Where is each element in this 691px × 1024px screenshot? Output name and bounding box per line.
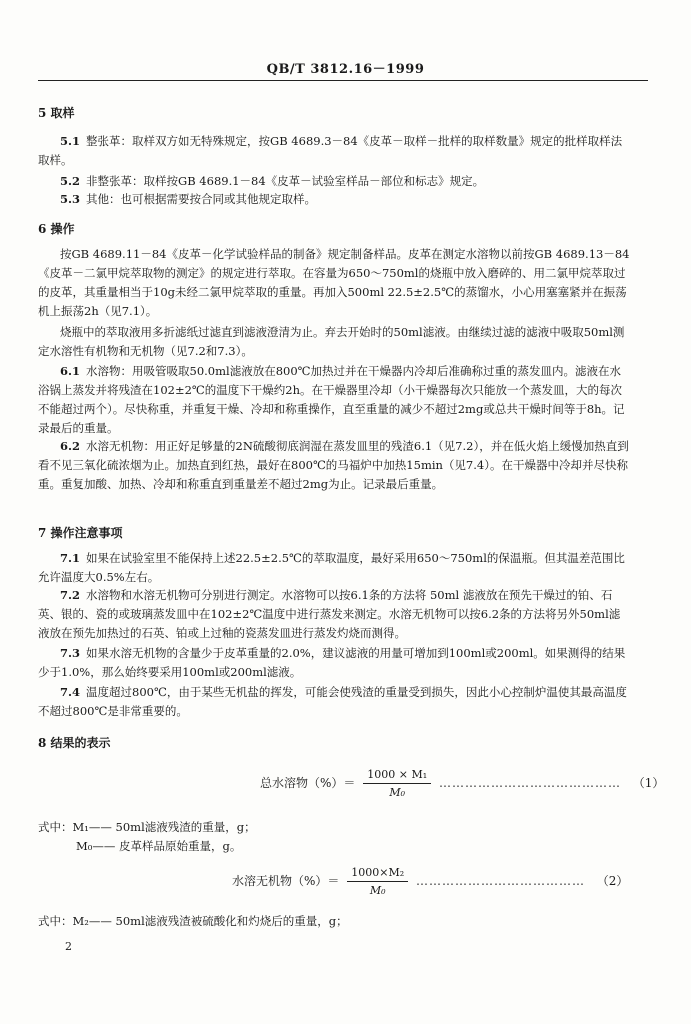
formula-2-number: （2） xyxy=(596,874,629,888)
formula-2-numerator: 1000×M₂ xyxy=(347,866,408,882)
formula-1-numerator: 1000 × M₁ xyxy=(363,768,431,784)
clause-6-1 xyxy=(38,362,630,438)
clause-text: 非整张革：取样按GB 4689.1－84《皮革－试验室样品－部位和标志》规定。 xyxy=(86,174,485,188)
section-8-title: 8 结果的表示 xyxy=(38,736,111,750)
clause-text: 水溶物和水溶无机物可分别进行测定。水溶物可以按6.1条的方法将 50ml 滤液放在预先干燥过的铂、石英、银的、瓷的或玻璃蒸发皿中在102±2℃温度中进行蒸发来测定。水溶无机物可以按6.2条的方法将另外50ml滤液放在预先加热过的石英、铂或上过釉的瓷蒸发皿进行蒸发灼烧而测得。 xyxy=(38,588,621,640)
clause-number: 7.2 xyxy=(60,588,81,602)
standard-number-header: QB/T 3812.16－1999 xyxy=(266,62,425,77)
section-6-paragraph-1: 按GB 4689.11－84《皮革－化学试验样品的制备》规定制备样品。皮革在测定水溶物以前按GB 4689.13－84《皮革－二氯甲烷萃取物的测定》的规定进行萃取。在容量为650～750ml的烧瓶中放入磨碎的、用二氯甲烷萃取过的皮革，其重量相当于10g未经二氯甲烷萃取的重量。再加入500ml 22.5±2.5℃的蒸馏水，小心用塞塞紧并在振荡机上振荡2h（见7.1）。 xyxy=(38,247,630,318)
formula-1-legend-m0: M₀—— 皮革样品原始重量，g。 xyxy=(76,839,242,853)
clause-text: 整张革：取样双方如无特殊规定，按GB 4689.3－84《皮革－取样－批样的取样数量》规定的批样取样法取样。 xyxy=(38,134,623,167)
formula-1-number: （1） xyxy=(632,776,665,790)
formula-1-fraction xyxy=(363,768,431,799)
clause-text: 如果水溶无机物的含量少于皮革重量的2.0%，建议滤液的用量可增加到100ml或200ml。如果测得的结果少于1.0%，那么始终要采用100ml或200ml滤液。 xyxy=(38,646,626,679)
clause-number: 7.4 xyxy=(60,685,81,699)
section-6-title: 6 操作 xyxy=(38,222,75,236)
section-5-title: 5 取样 xyxy=(38,106,75,120)
clause-text: 水溶无机物：用正好足够量的2N硫酸彻底润湿在蒸发皿里的残渣6.1（见7.2），并在低火焰上缓慢加热直到看不见三氧化硫浓烟为止。加热直到红热，最好在800℃的马福炉中加热15min（见7.4）。在干燥器中冷却并尽快称重。重复加酸、加热、冷却和称重直到重量差不超过2mg为止。记录最后重量。 xyxy=(38,439,629,491)
clause-number: 7.3 xyxy=(60,646,81,660)
clause-number: 5.3 xyxy=(60,192,81,206)
clause-7-4 xyxy=(38,683,630,721)
header-rule xyxy=(38,80,648,81)
formula-1-label: 总水溶物（%）＝ xyxy=(260,776,356,790)
formula-1-denominator: M₀ xyxy=(389,786,406,799)
formula-1 xyxy=(260,768,664,799)
clause-text: 水溶物：用吸管吸取50.0ml滤液放在800℃加热过并在干燥器内冷却后准确称过重的蒸发皿内。滤液在水浴锅上蒸发并将残渣在102±2℃的温度下干燥约2h。在干燥器里冷却（小干燥器每次只能放一个蒸发皿，大的每次不能超过两个）。尽快称重，并重复干燥、冷却和称重操作，直至重量的减少不超过2mg或总共干燥时间等于8h。记录最后的重量。 xyxy=(38,364,625,435)
clause-text: 其他：也可根据需要按合同或其他规定取样。 xyxy=(86,192,317,206)
page-number: 2 xyxy=(65,940,72,953)
clause-5-1 xyxy=(38,132,630,170)
clause-number: 5.2 xyxy=(60,174,81,188)
section-7-title: 7 操作注意事项 xyxy=(38,526,123,540)
formula-2-leader: ………………………………… xyxy=(415,874,585,888)
formula-2-denominator: M₀ xyxy=(369,884,386,897)
clause-6-2 xyxy=(38,437,630,494)
section-6-paragraph-2: 烧瓶中的萃取液用多折滤纸过滤直到滤液澄清为止。弃去开始时的50ml滤液。由继续过滤的滤液中吸取50ml测定水溶性有机物和无机物（见7.2和7.3）。 xyxy=(38,325,625,358)
formula-2-legend-m2: 式中：M₂—— 50ml滤液残渣被硫酸化和灼烧后的重量，g； xyxy=(38,914,348,928)
clause-5-3 xyxy=(38,190,630,209)
clause-number: 7.1 xyxy=(60,551,81,565)
clause-5-2 xyxy=(38,172,630,191)
formula-2-label: 水溶无机物（%）＝ xyxy=(232,874,340,888)
clause-number: 6.1 xyxy=(60,364,81,378)
clause-number: 6.2 xyxy=(60,439,81,453)
formula-1-leader: …………………………………… xyxy=(438,776,621,790)
clause-7-2 xyxy=(38,586,630,643)
formula-2 xyxy=(232,866,628,897)
clause-7-1 xyxy=(38,549,630,587)
clause-7-3 xyxy=(38,644,630,682)
clause-text: 温度超过800℃，由于某些无机盐的挥发，可能会使残渣的重量受到损失，因此小心控制炉温使其最高温度不超过800℃是非常重要的。 xyxy=(38,685,627,718)
formula-2-fraction xyxy=(347,866,408,897)
formula-1-legend-m1: 式中：M₁—— 50ml滤液残渣的重量，g； xyxy=(38,820,256,834)
clause-number: 5.1 xyxy=(60,134,81,148)
clause-text: 如果在试验室里不能保持上述22.5±2.5℃的萃取温度，最好采用650～750ml的保温瓶。但其温差范围比允许温度大0.5%左右。 xyxy=(38,551,625,584)
